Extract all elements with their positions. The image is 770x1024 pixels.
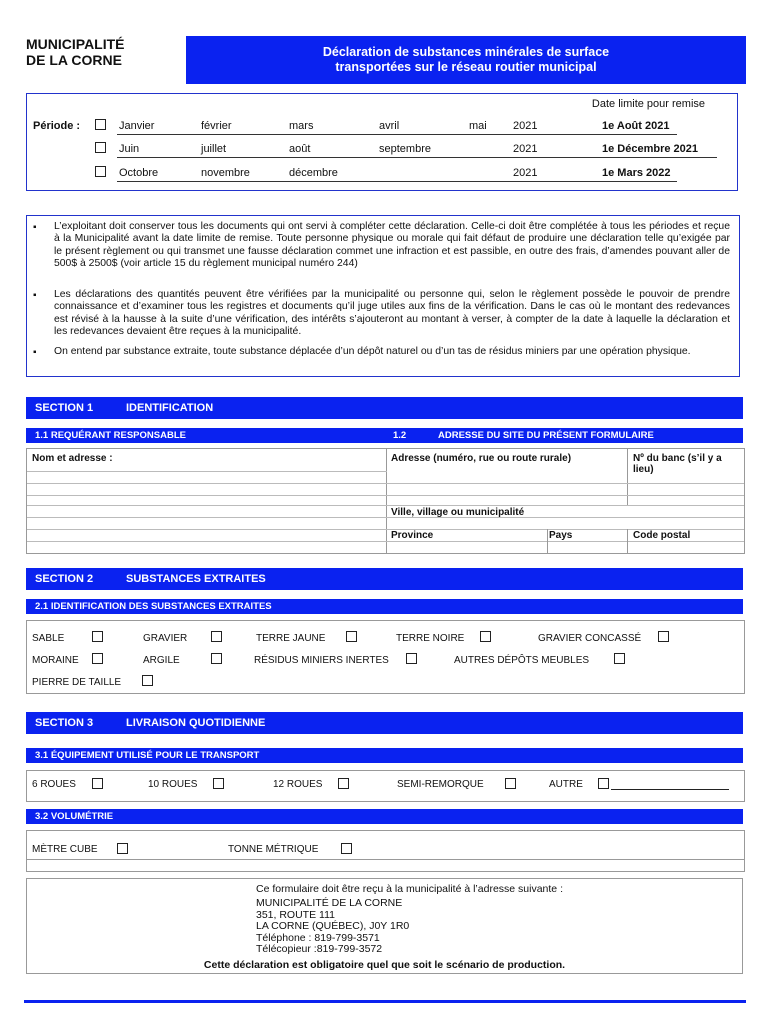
substances-box	[26, 620, 745, 694]
deadline-value: 1e Décembre 2021	[602, 143, 699, 155]
equipment-label: 6 ROUES	[32, 779, 76, 790]
month-label: novembre	[201, 167, 250, 179]
volume-box	[26, 830, 745, 872]
address-intro: Ce formulaire doit être reçu à la municipalité à l’adresse suivante :	[256, 883, 563, 895]
name-address-label: Nom et adresse :	[32, 453, 113, 464]
terre-jaune-checkbox[interactable]	[346, 631, 357, 642]
metre-cube-checkbox[interactable]	[117, 843, 128, 854]
sable-checkbox[interactable]	[92, 631, 103, 642]
month-label: décembre	[289, 167, 338, 179]
note-1: L’exploitant doit conserver tous les documents qui ont servi à compléter cette déclaration. Celle-ci doit être complétée à tous les périodes et reçue à la Municipalité avant la date limite de remise. Toute personne physique ou morale qui fait défaut de produire une déclaration telle qu’exigée par le présent règlement ou qui transmet une fausse déclaration commet une infraction et est passible, en outre des frais, d’amendes pouvant aller de 500$ à 2500$ (voir article 15 du règlement municipal numéro 244)	[54, 221, 730, 269]
site-address-label: Adresse (numéro, rue ou route rurale)	[391, 453, 572, 464]
month-label: février	[201, 120, 232, 132]
six-roues-checkbox[interactable]	[92, 778, 103, 789]
form-title-line-2: transportées sur le réseau routier municipal	[335, 60, 597, 74]
identification-table	[26, 448, 745, 554]
autre-input-line[interactable]	[611, 789, 729, 790]
substance-label: SABLE	[32, 633, 65, 644]
substance-label: TERRE NOIRE	[396, 633, 465, 644]
residus-miniers-checkbox[interactable]	[406, 653, 417, 664]
equipment-label: SEMI-REMORQUE	[397, 779, 484, 790]
footer-rule	[24, 1000, 746, 1003]
period-box	[26, 93, 738, 191]
volume-label: TONNE MÉTRIQUE	[228, 844, 319, 855]
subsection-2-header: 2.1 IDENTIFICATION DES SUBSTANCES EXTRAITES	[26, 599, 743, 614]
year-label: 2021	[513, 120, 538, 132]
section-2-header: SECTION 2 SUBSTANCES EXTRAITES	[26, 568, 743, 590]
municipality-name	[26, 36, 125, 68]
substance-label: GRAVIER	[143, 633, 188, 644]
tonne-metrique-checkbox[interactable]	[341, 843, 352, 854]
month-label: juillet	[201, 143, 227, 155]
period-checkbox-2[interactable]	[95, 142, 106, 153]
terre-noire-checkbox[interactable]	[480, 631, 491, 642]
org-line-2: DE LA CORNE	[26, 52, 122, 68]
month-label: Juin	[119, 143, 140, 155]
autre-checkbox[interactable]	[598, 778, 609, 789]
mandatory-notice: Cette déclaration est obligatoire quel que soit le scénario de production.	[203, 959, 566, 971]
month-label: mai	[469, 120, 487, 132]
moraine-checkbox[interactable]	[92, 653, 103, 664]
equipment-label: AUTRE	[549, 779, 583, 790]
pierre-de-taille-checkbox[interactable]	[142, 675, 153, 686]
year-label: 2021	[513, 167, 538, 179]
substance-label: MORAINE	[32, 655, 79, 666]
substance-label: TERRE JAUNE	[256, 633, 326, 644]
substance-label: RÉSIDUS MINIERS INERTES	[254, 655, 389, 666]
address-box	[26, 878, 743, 974]
form-title-line-1: Déclaration de substances minérales de surface	[322, 45, 610, 59]
semi-remorque-checkbox[interactable]	[505, 778, 516, 789]
equipment-box	[26, 770, 745, 802]
deadline-header: Date limite pour remise	[591, 98, 705, 110]
country-label: Pays	[549, 530, 573, 541]
autres-depots-checkbox[interactable]	[614, 653, 625, 664]
banc-number-label: Nº du banc (s’il y a lieu)	[633, 453, 722, 475]
argile-checkbox[interactable]	[211, 653, 222, 664]
note-2: Les déclarations des quantités peuvent être vérifiées par la municipalité ou personne qui, selon le règlement possède le pouvoir de prendre connaissance et d’examiner tous les registres et documents qu’il juge utiles aux fins de la vérification. Dans le cas où le montant des redevances est révisé à la hausse à la suite d’une vérification, des intérêts s’ajouteront au montant à verser, à compter de la date à laquelle la déclaration et les redevances devaient être reçues à la municipalité.	[54, 289, 730, 337]
substance-label: GRAVIER CONCASSÉ	[538, 633, 642, 644]
month-label: mars	[289, 120, 314, 132]
province-label: Province	[391, 530, 434, 541]
mailing-address: MUNICIPALITÉ DE LA CORNE 351, ROUTE 111 LA CORNE (QUÉBEC), J0Y 1R0 Téléphone : 819-799-3571 Télécopieur :819-799-3572	[256, 897, 410, 955]
substance-label: ARGILE	[143, 655, 180, 666]
section-1-header: SECTION 1 IDENTIFICATION	[26, 397, 743, 419]
subsection-3-1-header: 3.1 ÉQUIPEMENT UTILISÉ POUR LE TRANSPORT	[26, 748, 743, 763]
month-label: septembre	[379, 143, 431, 155]
gravier-concasse-checkbox[interactable]	[658, 631, 669, 642]
douze-roues-checkbox[interactable]	[338, 778, 349, 789]
equipment-label: 12 ROUES	[273, 779, 323, 790]
note-3: On entend par substance extraite, toute substance déplacée d’un dépôt naturel ou d’un tas de résidus miniers par une opération physique.	[54, 346, 691, 357]
period-label: Période :	[33, 120, 81, 132]
org-line-1: MUNICIPALITÉ	[26, 36, 125, 52]
month-label: avril	[379, 120, 400, 132]
month-label: Janvier	[119, 120, 155, 132]
deadline-value: 1e Août 2021	[602, 120, 670, 132]
month-label: août	[289, 143, 311, 155]
notes-box: ▪ L’exploitant doit conserver tous les documents qui ont servi à compléter cette déclaration. Celle-ci doit être complétée à tous les périodes et reçue à la Municipalité avant la date limite de remise. Toute personne physique ou morale qui fait défaut de produire une déclaration telle qu’exigée par le présent règlement ou qui transmet une fausse déclaration commet une infraction et est passible, en outre des frais, d’amendes pouvant aller de 500$ à 2500$ (voir article 15 du règlement municipal numéro 244) ▪ Les déclarations des quantités peuvent être vérifiées par la municipalité ou personne qui, selon le règlement possède le pouvoir de prendre connaissance et d’examiner tous les registres et documents qu’il juge utiles aux fins de la vérification. Dans le cas où le montant des redevances est révisé à la hausse à la suite d’une vérification, des intérêts s’ajouteront au montant à verser, à compter de la date à laquelle la déclaration et les redevances devaient être reçues à la municipalité. ▪ On entend par substance extraite, toute substance déplacée d’un dépôt naturel ou d’un tas de résidus miniers par une opération physique.	[26, 215, 740, 377]
month-label: Octobre	[119, 167, 159, 179]
volume-label: MÈTRE CUBE	[32, 844, 98, 855]
form-title-banner	[186, 36, 746, 84]
postal-code-label: Code postal	[633, 530, 691, 541]
dix-roues-checkbox[interactable]	[213, 778, 224, 789]
section-3-header: SECTION 3 LIVRAISON QUOTIDIENNE	[26, 712, 743, 734]
city-label: Ville, village ou municipalité	[391, 507, 525, 518]
equipment-label: 10 ROUES	[148, 779, 198, 790]
year-label: 2021	[513, 143, 538, 155]
subsection-3-2-header: 3.2 VOLUMÉTRIE	[26, 809, 743, 824]
substance-label: PIERRE DE TAILLE	[32, 677, 122, 688]
deadline-value: 1e Mars 2022	[602, 167, 671, 179]
substance-label: AUTRES DÉPÔTS MEUBLES	[454, 655, 590, 666]
period-checkbox-3[interactable]	[95, 166, 106, 177]
gravier-checkbox[interactable]	[211, 631, 222, 642]
period-checkbox-1[interactable]	[95, 119, 106, 130]
subsection-1-header: 1.1 REQUÉRANT RESPONSABLE 1.2 ADRESSE DU SITE DU PRÉSENT FORMULAIRE	[26, 428, 743, 443]
